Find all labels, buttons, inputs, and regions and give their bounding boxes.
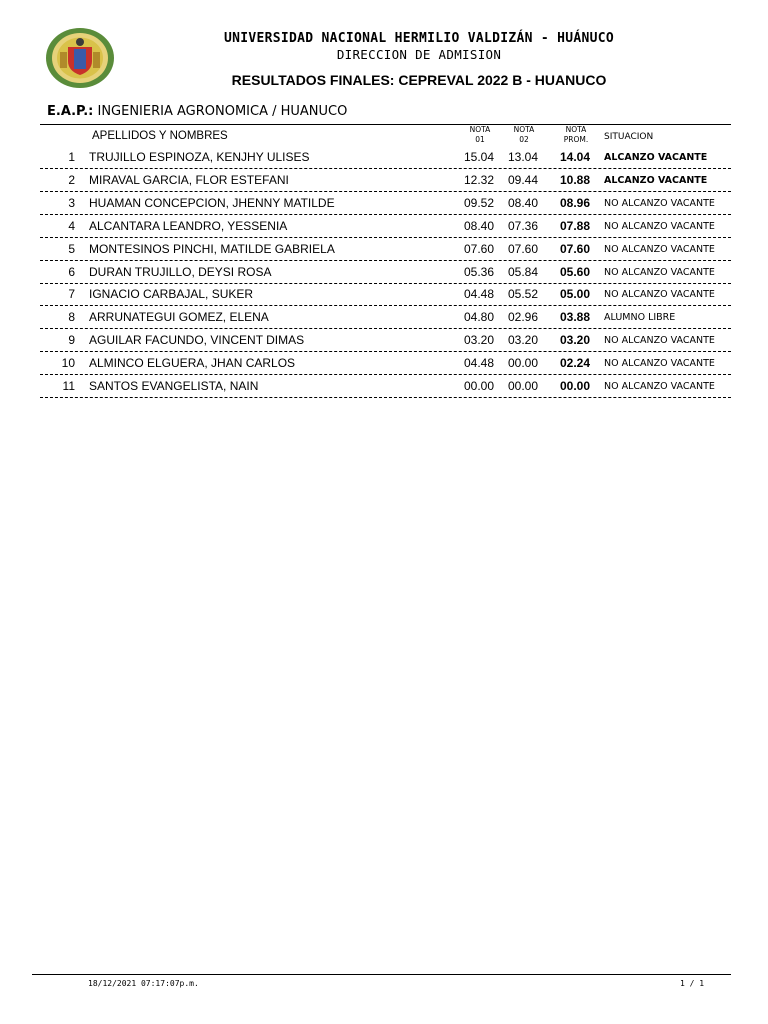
prom-value: 03.88 — [559, 310, 590, 325]
nota01-value: 04.48 — [463, 287, 494, 302]
student-name: TRUJILLO ESPINOZA, KENJHY ULISES — [89, 150, 310, 164]
row-number: 11 — [62, 379, 75, 393]
row-number: 7 — [68, 287, 75, 302]
table-row — [0, 146, 768, 169]
situation-value: NO ALCANZO VACANTE — [604, 197, 715, 209]
student-name: IGNACIO CARBAJAL, SUKER — [89, 287, 254, 302]
situation-value: ALCANZO VACANTE — [604, 174, 708, 186]
prom-value: 08.96 — [559, 195, 590, 210]
col-nota01-header — [462, 125, 498, 145]
table-row — [0, 169, 768, 192]
nota01-value: 03.20 — [463, 333, 494, 348]
table-row — [0, 261, 768, 284]
situation-value: NO ALCANZO VACANTE — [604, 289, 715, 301]
nota02-value: 00.00 — [507, 356, 538, 371]
prom-value: 05.00 — [559, 287, 590, 302]
table-row — [0, 352, 768, 375]
table-row — [0, 329, 768, 352]
nota02-value: 09.44 — [507, 172, 538, 187]
nota02-value: 07.36 — [507, 218, 538, 233]
prom-value: 07.60 — [559, 241, 590, 256]
situation-value: ALCANZO VACANTE — [604, 152, 708, 163]
nota01-value: 05.36 — [463, 264, 494, 279]
nota02-value: 05.84 — [507, 264, 538, 279]
nota02-value: 03.20 — [507, 333, 538, 348]
row-number: 3 — [68, 195, 75, 210]
situation-value: NO ALCANZO VACANTE — [604, 243, 715, 255]
row-number: 6 — [68, 264, 75, 279]
student-name: DURAN TRUJILLO, DEYSI ROSA — [89, 264, 272, 279]
eap-line — [47, 104, 347, 119]
table-row — [0, 306, 768, 329]
row-number: 4 — [68, 218, 75, 233]
row-number: 8 — [68, 310, 75, 325]
eap-label: E.A.P.: — [47, 104, 94, 119]
row-number: 10 — [61, 356, 75, 371]
footer-datetime: 18/12/2021 07:17:07p.m. — [88, 979, 199, 988]
row-number: 2 — [68, 172, 75, 187]
nota02-value: 02.96 — [507, 310, 538, 325]
nota02-value: 05.52 — [507, 287, 538, 302]
col-nota02-header — [506, 125, 542, 145]
row-divider — [40, 397, 731, 398]
table-row — [0, 375, 768, 398]
eap-value: INGENIERIA AGRONOMICA / HUANUCO — [97, 104, 348, 119]
nota02-value: 08.40 — [507, 195, 538, 210]
situation-value: NO ALCANZO VACANTE — [604, 335, 715, 347]
situation-value: NO ALCANZO VACANTE — [604, 266, 715, 278]
nota01-value: 00.00 — [463, 379, 494, 393]
table-row — [0, 238, 768, 261]
university-title: UNIVERSIDAD NACIONAL HERMILIO VALDIZÁN - HUÁNUCO — [223, 31, 615, 46]
prom-value: 10.88 — [559, 172, 590, 187]
row-number: 1 — [68, 150, 75, 164]
situation-value: NO ALCANZO VACANTE — [604, 220, 715, 232]
nota01-value: 15.04 — [463, 150, 494, 164]
col-prom-top: NOTA — [565, 125, 587, 134]
prom-value: 02.24 — [559, 356, 590, 371]
nota01-value: 07.60 — [463, 241, 494, 256]
col-nota01-bottom: 01 — [475, 135, 485, 144]
col-name-header: APELLIDOS Y NOMBRES — [92, 130, 228, 142]
situation-value: ALUMNO LIBRE — [604, 312, 676, 324]
situation-value: NO ALCANZO VACANTE — [604, 358, 715, 370]
student-name: MONTESINOS PINCHI, MATILDE GABRIELA — [89, 241, 335, 256]
student-name: SANTOS EVANGELISTA, NAIN — [89, 379, 259, 393]
table-row — [0, 192, 768, 215]
nota02-value: 00.00 — [507, 379, 538, 393]
col-nota01-top: NOTA — [469, 125, 491, 134]
prom-value: 14.04 — [559, 150, 590, 164]
col-nota02-bottom: 02 — [519, 135, 529, 144]
situation-value: NO ALCANZO VACANTE — [604, 381, 715, 392]
nota01-value: 04.80 — [463, 310, 494, 325]
student-name: ALMINCO ELGUERA, JHAN CARLOS — [89, 356, 296, 371]
col-situation-header: SITUACION — [604, 132, 654, 142]
results-title: RESULTADOS FINALES: CEPREVAL 2022 B - HUANUCO — [231, 72, 607, 88]
col-prom-header — [558, 125, 594, 145]
prom-value: 07.88 — [559, 218, 590, 233]
student-name: ALCANTARA LEANDRO, YESSENIA — [89, 218, 288, 233]
col-nota02-top: NOTA — [513, 125, 535, 134]
row-number: 9 — [68, 333, 75, 348]
nota01-value: 09.52 — [463, 195, 494, 210]
footer-rule — [32, 974, 731, 975]
student-name: HUAMAN CONCEPCION, JHENNY MATILDE — [89, 195, 335, 210]
university-seal-icon — [45, 27, 115, 89]
nota02-value: 13.04 — [507, 150, 538, 164]
student-name: MIRAVAL GARCIA, FLOR ESTEFANI — [89, 172, 289, 187]
table-row — [0, 283, 768, 306]
student-name: ARRUNATEGUI GOMEZ, ELENA — [89, 310, 269, 325]
nota01-value: 04.48 — [463, 356, 494, 371]
nota01-value: 12.32 — [463, 172, 494, 187]
row-number: 5 — [68, 241, 75, 256]
table-row — [0, 215, 768, 238]
nota02-value: 07.60 — [507, 241, 538, 256]
nota01-value: 08.40 — [463, 218, 494, 233]
footer-page: 1 / 1 — [680, 979, 705, 988]
prom-value: 00.00 — [559, 379, 590, 393]
admission-direction: DIRECCION DE ADMISION — [336, 47, 502, 62]
prom-value: 05.60 — [559, 264, 590, 279]
col-prom-bottom: PROM. — [563, 135, 589, 144]
student-name: AGUILAR FACUNDO, VINCENT DIMAS — [89, 333, 305, 348]
prom-value: 03.20 — [559, 333, 590, 348]
